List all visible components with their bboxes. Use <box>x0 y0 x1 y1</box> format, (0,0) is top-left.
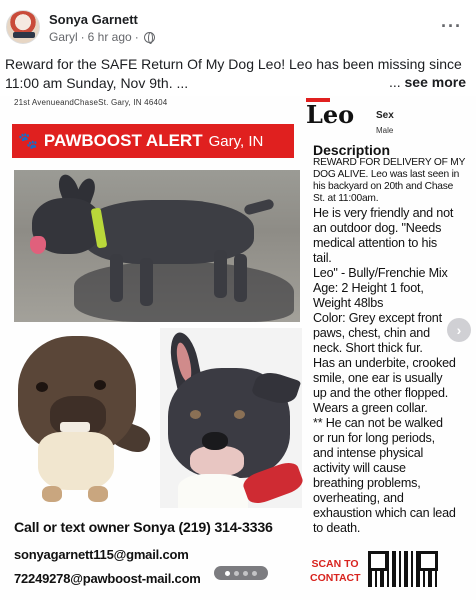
dog-photo-walking <box>14 170 300 322</box>
see-more-prefix: ... <box>388 74 401 90</box>
chevron-right-icon: › <box>456 322 462 338</box>
scan-to-contact <box>310 557 360 585</box>
dog-name: Leo <box>306 100 355 129</box>
scan-line-2: CONTACT <box>310 572 361 584</box>
paw-icon: 🐾 <box>18 133 38 150</box>
carousel-dot[interactable] <box>225 571 230 576</box>
sex-label: Sex <box>376 110 394 121</box>
meta-separator-2: · <box>134 30 139 44</box>
scan-line-1: SCAN TO <box>311 558 359 570</box>
post-meta-name[interactable]: Garyl <box>49 30 78 44</box>
more-dots-icon[interactable]: ··· <box>441 16 462 36</box>
sex-value: Male <box>376 126 394 135</box>
owner-email: sonyagarnett115@gmail.com <box>14 547 189 562</box>
alert-banner <box>12 124 294 158</box>
alert-title: PAWBOOST ALERT <box>43 131 203 150</box>
qr-code <box>368 551 438 587</box>
description-main: He is very friendly and not an outdoor dog. "Needs medical attention to his tail. Leo" - Bully/Frenchie Mix Age: 2 Height 1 foot, Weight 48lbs Color: Grey except front paws, chest, chin and neck. Short thick fur. Has an underbite, crooked smile, one ear is usually up and the other flopped. Wears a green collar. ** He can not be walked or run for long periods, and intense physical activity will cause breathing problems, overheating, and exhaustion which can lead to death. <box>313 206 456 535</box>
flyer-image[interactable] <box>0 96 476 600</box>
meta-separator: · <box>80 30 85 44</box>
post-author[interactable]: Sonya Garnett <box>49 12 138 27</box>
next-photo-button[interactable] <box>447 318 471 342</box>
call-owner-text: Call or text owner Sonya (219) 314-3336 <box>14 520 273 536</box>
carousel-dot[interactable] <box>234 571 239 576</box>
carousel-dot[interactable] <box>252 571 257 576</box>
carousel-dot[interactable] <box>243 571 248 576</box>
globe-icon <box>144 32 155 43</box>
pawboost-email: 72249278@pawboost-mail.com <box>14 571 201 586</box>
flyer-address: 21st AvenueandChaseSt. Gary, IN 46404 <box>14 98 168 107</box>
post-timestamp[interactable]: 6 hr ago <box>87 30 132 44</box>
alert-city: Gary, IN <box>208 132 264 150</box>
description-title: Description <box>313 142 391 158</box>
dog-photo-closeup <box>160 328 302 508</box>
description-intro: REWARD FOR DELIVERY OF MY DOG ALIVE. Leo was last seen in his backyard on 20th and Chase St. at 11:00am. <box>313 157 466 204</box>
post-header <box>0 0 476 52</box>
see-more-label[interactable]: see more <box>404 74 466 90</box>
see-more-link[interactable] <box>385 74 466 90</box>
avatar[interactable] <box>6 10 40 44</box>
dog-photo-front <box>14 336 154 504</box>
carousel-dots <box>214 566 268 580</box>
post-text: Reward for the SAFE Return Of My Dog Leo! Leo has been missing since 11:00 am Sunday, Nov 9th. ... <box>5 56 462 91</box>
post-meta <box>49 30 155 44</box>
